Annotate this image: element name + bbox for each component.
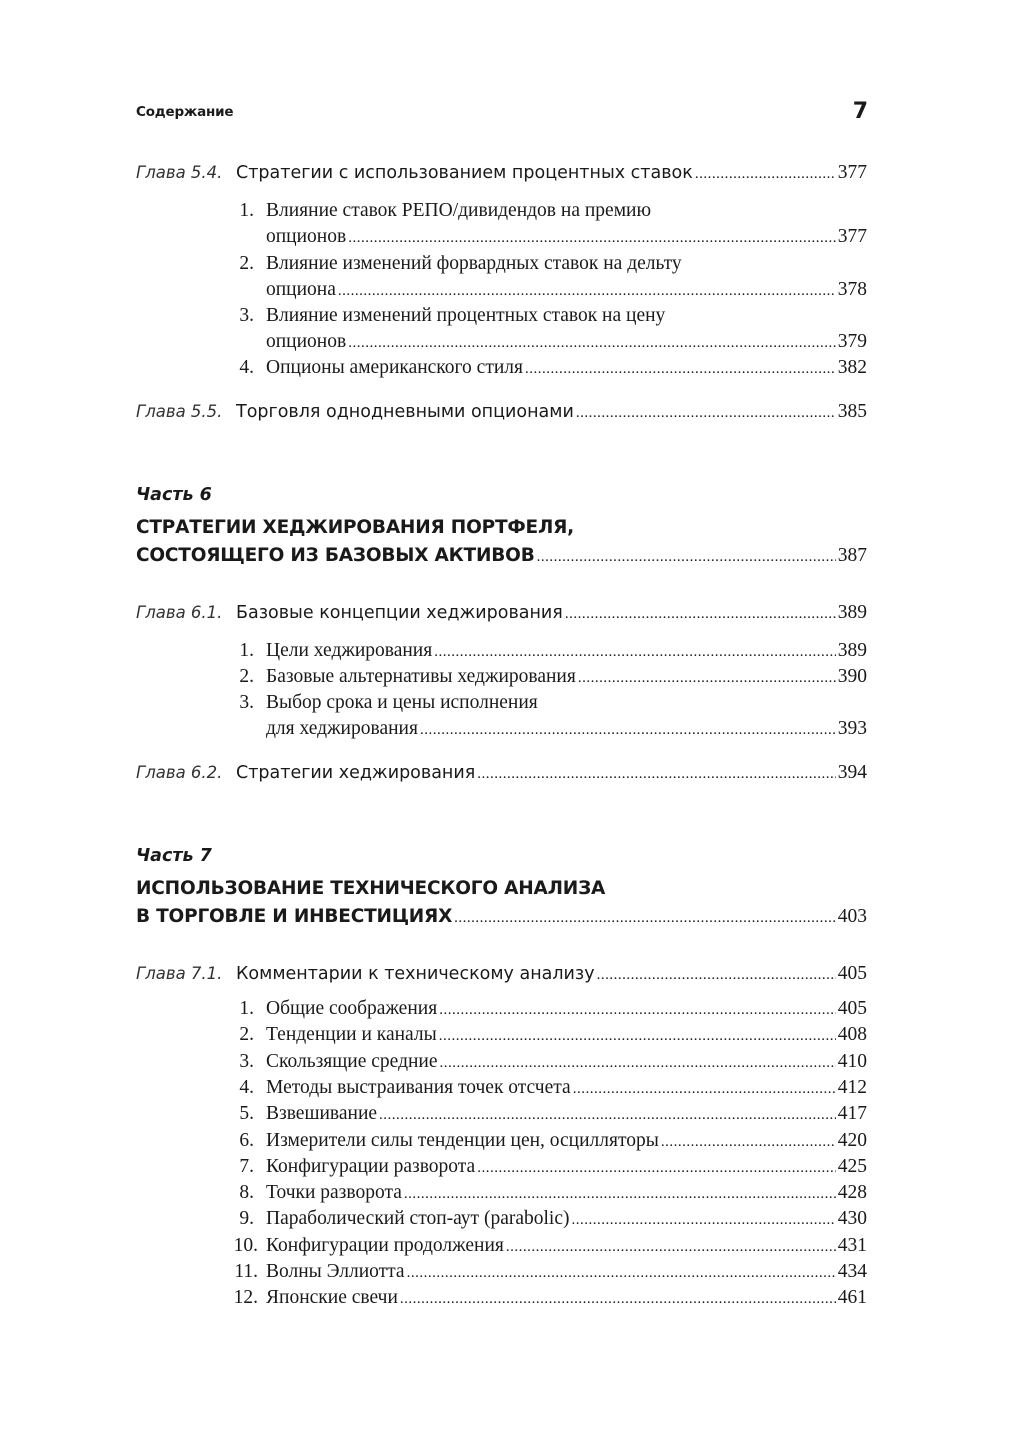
toc-item-7-1-5[interactable]: [234, 1103, 867, 1125]
item-number: 8.: [239, 1182, 254, 1204]
part-7-label: Часть 7: [136, 846, 212, 866]
part-7-title-line1[interactable]: ИСПОЛЬЗОВАНИЕ ТЕХНИЧЕСКОГО АНАЛИЗА: [136, 878, 606, 899]
running-head: Содержание: [136, 104, 234, 120]
item-title: Скользящие средние: [266, 1050, 438, 1072]
toc-item-6-1-2[interactable]: [234, 666, 867, 688]
dot-leader: [537, 549, 836, 566]
chapter-title: Стратегии хеджирования: [236, 763, 476, 783]
item-title: Японские свечи: [266, 1287, 398, 1309]
page-ref: 405: [837, 998, 867, 1019]
toc-item-5-4-3-line1[interactable]: [234, 305, 665, 327]
item-title: Взвешивание: [266, 1103, 378, 1125]
page-ref: 430: [837, 1208, 867, 1230]
toc-item-6-1-1[interactable]: [234, 640, 867, 662]
toc-item-7-1-7[interactable]: [234, 1156, 867, 1178]
item-title: Методы выстраивания точек отсчета: [266, 1076, 571, 1098]
toc-part-7[interactable]: [136, 906, 867, 928]
item-number: 3.: [239, 1050, 254, 1072]
dot-leader: [565, 606, 836, 623]
item-title: Базовые альтернативы хеджирования: [266, 666, 576, 687]
dot-leader: [525, 361, 836, 378]
dot-leader: [573, 1081, 836, 1098]
dot-leader: [348, 335, 836, 352]
part-6-label: Часть 6: [136, 485, 212, 505]
chapter-number: Глава 7.1.: [136, 964, 223, 983]
toc-item-7-1-8[interactable]: [234, 1182, 867, 1204]
chapter-number: Глава 6.2.: [136, 763, 223, 782]
page-ref: 390: [837, 666, 867, 687]
toc-chapter-7-1[interactable]: [136, 963, 867, 985]
item-title: Тенденции и каналы: [266, 1024, 437, 1046]
item-number: 10.: [233, 1234, 258, 1256]
toc-item-6-1-3[interactable]: [266, 718, 867, 740]
toc-chapter-5-4[interactable]: [136, 162, 867, 184]
toc-item-5-4-1-line1[interactable]: [234, 200, 651, 222]
page-ref: 382: [837, 357, 867, 378]
dot-leader: [477, 1160, 836, 1177]
toc-chapter-6-1[interactable]: [136, 602, 867, 624]
toc-item-5-4-3[interactable]: [266, 331, 867, 353]
item-number: 11.: [234, 1261, 258, 1282]
toc-chapter-5-5[interactable]: [136, 401, 867, 423]
item-title: Измерители силы тенденции цен, осцилляторы: [266, 1129, 659, 1151]
item-title-continued: опционов: [266, 226, 347, 247]
dot-leader: [434, 644, 836, 661]
dot-leader: [661, 1134, 836, 1151]
toc-item-7-1-2[interactable]: [234, 1024, 867, 1046]
item-number: 2.: [239, 666, 254, 687]
toc-item-5-4-1[interactable]: [266, 226, 867, 248]
dot-leader: [695, 166, 836, 183]
dot-leader: [379, 1107, 836, 1124]
toc-item-7-1-6[interactable]: [234, 1130, 867, 1152]
part-6-title-line2: СОСТОЯЩЕГО ИЗ БАЗОВЫХ АКТИВОВ: [136, 545, 535, 566]
item-number: 5.: [239, 1103, 254, 1125]
toc-item-5-4-2-line1[interactable]: [234, 253, 682, 275]
item-number: 6.: [239, 1129, 254, 1151]
dot-leader: [578, 670, 836, 687]
page-ref: 428: [837, 1182, 867, 1204]
part-7-title-line2: В ТОРГОВЛЕ И ИНВЕСТИЦИЯХ: [136, 906, 453, 927]
item-title: Общие соображения: [266, 998, 438, 1019]
toc-item-7-1-10[interactable]: [230, 1235, 867, 1257]
dot-leader: [454, 910, 836, 927]
toc-item-7-1-3[interactable]: [234, 1051, 867, 1073]
page-ref: 394: [837, 762, 867, 783]
item-number: 9.: [239, 1208, 254, 1230]
page-ref: 378: [837, 279, 867, 300]
page-ref: 417: [837, 1103, 867, 1125]
page-ref: 393: [837, 718, 867, 739]
dot-leader: [506, 1239, 836, 1256]
chapter-title: Комментарии к техническому анализу: [236, 964, 595, 984]
page-ref: 410: [837, 1050, 867, 1072]
dot-leader: [576, 405, 836, 422]
dot-leader: [420, 722, 836, 739]
chapter-number: Глава 5.5.: [136, 402, 223, 421]
toc-item-7-1-11[interactable]: [230, 1261, 867, 1283]
item-title: Конфигурации разворота: [266, 1155, 476, 1177]
dot-leader: [348, 230, 836, 247]
item-number: 12.: [233, 1287, 258, 1309]
item-number: 3.: [239, 305, 254, 326]
dot-leader: [400, 1291, 836, 1308]
page-ref: 420: [837, 1129, 867, 1151]
toc-item-7-1-12[interactable]: [230, 1287, 867, 1309]
dot-leader: [597, 967, 836, 984]
dot-leader: [407, 1265, 836, 1282]
dot-leader: [439, 1002, 836, 1019]
chapter-title: Базовые концепции хеджирования: [236, 603, 563, 623]
dot-leader: [439, 1028, 836, 1045]
part-6-title-line1[interactable]: СТРАТЕГИИ ХЕДЖИРОВАНИЯ ПОРТФЕЛЯ,: [136, 517, 574, 538]
item-number: 3.: [239, 692, 254, 713]
toc-item-5-4-4[interactable]: [234, 357, 867, 379]
item-number: 7.: [239, 1155, 254, 1177]
dot-leader: [440, 1055, 836, 1072]
item-number: 4.: [239, 357, 254, 378]
page-number: 7: [852, 99, 868, 124]
item-number: 1.: [239, 200, 254, 221]
page-ref: 461: [837, 1287, 867, 1309]
item-title: Точки разворота: [266, 1182, 402, 1204]
page-ref: 377: [837, 226, 867, 247]
page-ref: 403: [837, 906, 867, 927]
chapter-number: Глава 5.4.: [136, 163, 223, 182]
item-title-continued: для хеджирования: [266, 718, 418, 739]
item-number: 2.: [239, 253, 254, 274]
item-title: Выбор срока и цены исполнения: [266, 692, 538, 713]
toc-item-7-1-1[interactable]: [234, 998, 867, 1020]
item-title: Влияние изменений процентных ставок на цену: [266, 305, 666, 326]
item-title: Конфигурации продолжения: [266, 1234, 504, 1256]
dot-leader: [477, 766, 835, 783]
chapter-title: Торговля однодневными опционами: [236, 402, 574, 422]
item-title-continued: опциона: [266, 279, 336, 300]
dot-leader: [572, 1212, 836, 1229]
page-ref: 434: [837, 1261, 867, 1282]
dot-leader: [338, 283, 836, 300]
item-number: 4.: [239, 1076, 254, 1098]
toc-item-6-1-3-line1[interactable]: [234, 692, 538, 714]
page-ref: 425: [837, 1155, 867, 1177]
page-ref: 405: [837, 963, 867, 984]
item-title: Влияние ставок РЕПО/дивидендов на премию: [266, 200, 652, 221]
item-title: Цели хеджирования: [266, 640, 433, 661]
toc-chapter-6-2[interactable]: [136, 762, 867, 784]
page-ref: 412: [837, 1076, 867, 1098]
item-title: Опционы американского стиля: [266, 357, 523, 378]
page-ref: 431: [837, 1234, 867, 1256]
item-title-continued: опционов: [266, 331, 347, 352]
item-title: Влияние изменений форвардных ставок на дельту: [266, 253, 682, 274]
page-ref: 385: [837, 401, 867, 422]
page-ref: 389: [837, 602, 867, 623]
item-title: Волны Эллиотта: [266, 1261, 405, 1282]
item-number: 2.: [239, 1024, 254, 1046]
page-ref: 408: [837, 1024, 867, 1046]
page-ref: 379: [837, 331, 867, 352]
page-ref: 389: [837, 640, 867, 661]
page-ref: 387: [837, 545, 867, 566]
toc-part-6[interactable]: [136, 545, 867, 567]
toc-item-7-1-4[interactable]: [234, 1077, 867, 1099]
toc-item-5-4-2[interactable]: [266, 279, 867, 301]
toc-item-7-1-9[interactable]: [234, 1208, 867, 1230]
item-title: Параболический стоп-аут (parabolic): [266, 1208, 570, 1230]
chapter-title: Стратегии с использованием процентных ставок: [236, 163, 693, 183]
page-ref: 377: [837, 162, 867, 183]
item-number: 1.: [239, 998, 254, 1019]
chapter-number: Глава 6.1.: [136, 603, 223, 622]
dot-leader: [404, 1186, 836, 1203]
item-number: 1.: [239, 640, 254, 661]
